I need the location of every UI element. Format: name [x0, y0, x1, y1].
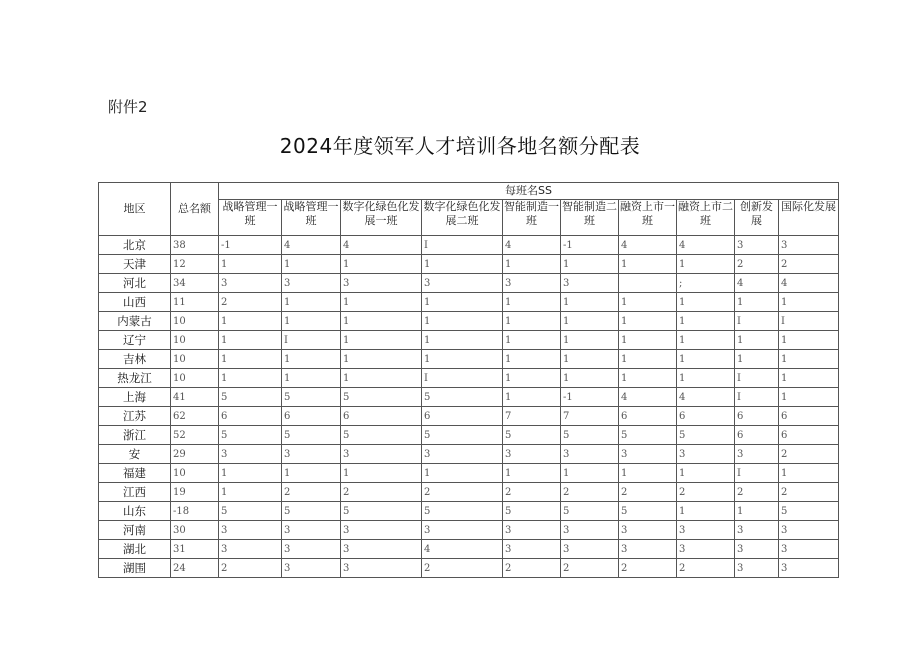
quota-cell: 1	[735, 293, 779, 312]
quota-cell: I	[422, 236, 503, 255]
quota-cell: 1	[779, 350, 839, 369]
quota-cell: 1	[341, 293, 422, 312]
quota-cell: 1	[503, 331, 561, 350]
region-cell: 江西	[99, 483, 171, 502]
region-cell: 河北	[99, 274, 171, 293]
quota-cell: I	[735, 312, 779, 331]
table-row	[99, 350, 839, 369]
region-cell: 天津	[99, 255, 171, 274]
quota-cell: 1	[341, 464, 422, 483]
quota-cell: 1	[503, 350, 561, 369]
quota-cell: 1	[677, 350, 735, 369]
quota-cell: 4	[619, 236, 677, 255]
quota-cell: 1	[219, 312, 282, 331]
quota-cell: 6	[341, 407, 422, 426]
attachment-label: 附件2	[108, 98, 148, 116]
quota-cell: 1	[619, 369, 677, 388]
quota-cell: 3	[735, 559, 779, 578]
class-header: 创新发展	[735, 200, 779, 236]
quota-cell: 1	[677, 464, 735, 483]
quota-cell: 1	[561, 350, 619, 369]
quota-cell: 2	[422, 559, 503, 578]
quota-cell: 3	[503, 540, 561, 559]
region-cell: 安	[99, 445, 171, 464]
quota-cell: 1	[677, 293, 735, 312]
table-row	[99, 407, 839, 426]
region-cell: 辽宁	[99, 331, 171, 350]
class-header: 智能制造二班	[561, 200, 619, 236]
quota-cell: I	[282, 331, 341, 350]
quota-cell: 1	[282, 464, 341, 483]
class-header: 战略管理一班	[219, 200, 282, 236]
quota-cell: 1	[422, 350, 503, 369]
quota-cell: 1	[219, 464, 282, 483]
quota-cell: 1	[677, 312, 735, 331]
quota-cell: 5	[619, 426, 677, 445]
quota-cell: 2	[561, 559, 619, 578]
class-header: 智能制造一班	[503, 200, 561, 236]
region-cell: 河南	[99, 521, 171, 540]
quota-cell: 1	[677, 331, 735, 350]
quota-cell: 1	[219, 369, 282, 388]
quota-cell: 1	[503, 369, 561, 388]
quota-cell: 1	[341, 255, 422, 274]
quota-cell: 1	[282, 255, 341, 274]
region-cell: 北京	[99, 236, 171, 255]
quota-cell: I	[422, 369, 503, 388]
quota-cell: 3	[503, 445, 561, 464]
quota-cell: 2	[503, 559, 561, 578]
quota-cell: 3	[561, 274, 619, 293]
quota-cell: 5	[282, 388, 341, 407]
quota-cell: 1	[779, 331, 839, 350]
quota-cell: 3	[619, 445, 677, 464]
quota-cell: 4	[282, 236, 341, 255]
quota-cell: 6	[779, 426, 839, 445]
quota-cell: 3	[561, 540, 619, 559]
quota-cell: 1	[341, 331, 422, 350]
quota-cell: 1	[422, 255, 503, 274]
table-row	[99, 521, 839, 540]
quota-cell: 2	[561, 483, 619, 502]
quota-cell: -1	[561, 388, 619, 407]
table-row	[99, 255, 839, 274]
quota-cell: 1	[619, 293, 677, 312]
quota-cell: 1	[779, 388, 839, 407]
quota-cell: 1	[503, 293, 561, 312]
quota-cell: 1	[282, 350, 341, 369]
total-column-header: 总名额	[171, 183, 219, 236]
quota-cell: 3	[282, 521, 341, 540]
region-cell: 上海	[99, 388, 171, 407]
quota-cell: 2	[677, 559, 735, 578]
quota-cell: 1	[735, 502, 779, 521]
quota-cell: 1	[341, 350, 422, 369]
quota-cell: 3	[282, 540, 341, 559]
total-cell: 10	[171, 312, 219, 331]
table-row	[99, 369, 839, 388]
total-cell: 31	[171, 540, 219, 559]
quota-cell: 1	[503, 312, 561, 331]
quota-cell	[619, 274, 677, 293]
quota-cell: 5	[779, 502, 839, 521]
quota-cell: 4	[341, 236, 422, 255]
quota-cell: 3	[735, 540, 779, 559]
quota-cell: 6	[422, 407, 503, 426]
page-title: 2024年度领军人才培训各地名额分配表	[279, 134, 641, 158]
quota-cell: 3	[735, 521, 779, 540]
table-row	[99, 236, 839, 255]
quota-cell: 5	[282, 502, 341, 521]
table-row	[99, 312, 839, 331]
quota-cell: 1	[619, 464, 677, 483]
quota-cell: 1	[561, 369, 619, 388]
table-row	[99, 388, 839, 407]
quota-cell: 2	[779, 255, 839, 274]
quota-cell: 3	[219, 540, 282, 559]
class-header: 战略管理一班	[282, 200, 341, 236]
quota-cell: 5	[503, 426, 561, 445]
quota-cell: 3	[779, 559, 839, 578]
table-row	[99, 274, 839, 293]
quota-cell: 3	[779, 521, 839, 540]
quota-cell: 1	[219, 483, 282, 502]
quota-cell: 5	[219, 388, 282, 407]
region-cell: 湖围	[99, 559, 171, 578]
class-header: 融资上市一班	[619, 200, 677, 236]
quota-cell: 1	[341, 312, 422, 331]
quota-cell: 6	[219, 407, 282, 426]
quota-cell: I	[735, 369, 779, 388]
quota-cell: 3	[341, 540, 422, 559]
quota-cell: 5	[561, 502, 619, 521]
quota-cell: 3	[619, 521, 677, 540]
class-header: 融资上市二班	[677, 200, 735, 236]
table-row	[99, 559, 839, 578]
quota-cell: 3	[779, 236, 839, 255]
quota-cell: -1	[219, 236, 282, 255]
quota-cell: I	[779, 312, 839, 331]
region-cell: 山东	[99, 502, 171, 521]
quota-cell: 1	[677, 502, 735, 521]
quota-cell: 4	[503, 236, 561, 255]
quota-cell: 3	[219, 521, 282, 540]
quota-cell: 2	[619, 559, 677, 578]
quota-cell: 1	[422, 293, 503, 312]
region-cell: 山西	[99, 293, 171, 312]
quota-cell: 5	[422, 388, 503, 407]
region-cell: 浙江	[99, 426, 171, 445]
quota-cell: 3	[561, 521, 619, 540]
quota-cell: 5	[422, 502, 503, 521]
table-row	[99, 293, 839, 312]
quota-cell: 3	[677, 521, 735, 540]
class-header: 数字化绿色化发展二班	[422, 200, 503, 236]
quota-cell: 3	[341, 521, 422, 540]
table-row	[99, 331, 839, 350]
table-body	[99, 236, 839, 578]
quota-cell: ;	[677, 274, 735, 293]
quota-cell: 5	[561, 426, 619, 445]
quota-cell: 2	[503, 483, 561, 502]
quota-cell: 3	[503, 274, 561, 293]
quota-cell: 6	[619, 407, 677, 426]
quota-cell: 1	[779, 293, 839, 312]
quota-cell: 1	[219, 331, 282, 350]
quota-cell: 1	[561, 293, 619, 312]
quota-cell: 1	[561, 255, 619, 274]
total-cell: 38	[171, 236, 219, 255]
quota-cell: 4	[619, 388, 677, 407]
quota-cell: 1	[561, 331, 619, 350]
quota-cell: 1	[422, 464, 503, 483]
quota-cell: 2	[219, 293, 282, 312]
quota-cell: 1	[503, 388, 561, 407]
quota-cell: 2	[735, 255, 779, 274]
quota-cell: 1	[282, 369, 341, 388]
quota-cell: 2	[282, 483, 341, 502]
quota-cell: 1	[561, 464, 619, 483]
total-cell: 29	[171, 445, 219, 464]
quota-cell: 3	[282, 445, 341, 464]
quota-cell: 5	[503, 502, 561, 521]
region-cell: 湖北	[99, 540, 171, 559]
region-cell: 福建	[99, 464, 171, 483]
quota-cell: 6	[735, 407, 779, 426]
total-cell: 10	[171, 464, 219, 483]
quota-cell: 3	[422, 445, 503, 464]
quota-cell: 6	[677, 407, 735, 426]
quota-cell: 5	[341, 502, 422, 521]
total-cell: 24	[171, 559, 219, 578]
quota-cell: 1	[779, 369, 839, 388]
quota-cell: 1	[677, 255, 735, 274]
quota-cell: 1	[779, 464, 839, 483]
quota-cell: 1	[341, 369, 422, 388]
quota-cell: 3	[341, 559, 422, 578]
class-group-header: 每班名SS	[219, 183, 839, 200]
region-cell: 热龙江	[99, 369, 171, 388]
quota-cell: 5	[619, 502, 677, 521]
quota-cell: 3	[341, 445, 422, 464]
quota-cell: 3	[219, 274, 282, 293]
quota-cell: 2	[341, 483, 422, 502]
quota-cell: 1	[422, 312, 503, 331]
table-row	[99, 445, 839, 464]
quota-cell: 2	[619, 483, 677, 502]
quota-cell: 5	[282, 426, 341, 445]
quota-cell: 3	[219, 445, 282, 464]
table-row	[99, 540, 839, 559]
quota-cell: 1	[282, 293, 341, 312]
quota-cell: 3	[282, 274, 341, 293]
quota-cell: 2	[735, 483, 779, 502]
class-header: 数字化绿色化发展一班	[341, 200, 422, 236]
quota-cell: 1	[282, 312, 341, 331]
total-cell: 11	[171, 293, 219, 312]
quota-cell: 2	[779, 445, 839, 464]
quota-cell: 4	[735, 274, 779, 293]
quota-cell: I	[735, 464, 779, 483]
quota-cell: 5	[341, 426, 422, 445]
quota-cell: 1	[219, 255, 282, 274]
quota-cell: I	[735, 388, 779, 407]
quota-cell: 1	[735, 350, 779, 369]
allocation-table	[98, 182, 839, 578]
region-column-header: 地区	[99, 183, 171, 236]
class-header: 国际化发展	[779, 200, 839, 236]
quota-cell: 5	[219, 502, 282, 521]
quota-cell: 1	[735, 331, 779, 350]
quota-cell: 4	[677, 388, 735, 407]
quota-cell: 3	[341, 274, 422, 293]
quota-cell: 3	[503, 521, 561, 540]
quota-cell: 2	[779, 483, 839, 502]
region-cell: 内蒙古	[99, 312, 171, 331]
quota-cell: 1	[619, 350, 677, 369]
total-cell: -18	[171, 502, 219, 521]
quota-cell: 1	[503, 255, 561, 274]
quota-cell: 3	[735, 445, 779, 464]
quota-cell: 3	[735, 236, 779, 255]
quota-cell: 4	[779, 274, 839, 293]
quota-cell: 3	[422, 521, 503, 540]
table-row	[99, 464, 839, 483]
quota-cell: 6	[282, 407, 341, 426]
quota-cell: 2	[422, 483, 503, 502]
quota-cell: 1	[619, 312, 677, 331]
table-row	[99, 426, 839, 445]
total-cell: 12	[171, 255, 219, 274]
total-cell: 10	[171, 350, 219, 369]
quota-cell: 1	[619, 255, 677, 274]
quota-cell: 6	[735, 426, 779, 445]
total-cell: 10	[171, 369, 219, 388]
total-cell: 62	[171, 407, 219, 426]
quota-cell: 7	[561, 407, 619, 426]
quota-cell: 1	[677, 369, 735, 388]
quota-cell: 6	[779, 407, 839, 426]
total-cell: 52	[171, 426, 219, 445]
quota-cell: 3	[561, 445, 619, 464]
quota-cell: 1	[619, 331, 677, 350]
quota-cell: 5	[422, 426, 503, 445]
total-cell: 41	[171, 388, 219, 407]
quota-cell: 3	[422, 274, 503, 293]
quota-cell: 3	[282, 559, 341, 578]
quota-cell: 1	[422, 331, 503, 350]
quota-cell: -1	[561, 236, 619, 255]
quota-cell: 2	[677, 483, 735, 502]
quota-cell: 3	[779, 540, 839, 559]
region-cell: 吉林	[99, 350, 171, 369]
region-cell: 江苏	[99, 407, 171, 426]
total-cell: 19	[171, 483, 219, 502]
quota-cell: 3	[677, 445, 735, 464]
quota-cell: 1	[219, 350, 282, 369]
quota-cell: 1	[503, 464, 561, 483]
table-row	[99, 483, 839, 502]
table-row	[99, 502, 839, 521]
quota-cell: 5	[219, 426, 282, 445]
quota-cell: 7	[503, 407, 561, 426]
total-cell: 34	[171, 274, 219, 293]
quota-cell: 4	[422, 540, 503, 559]
total-cell: 10	[171, 331, 219, 350]
quota-cell: 4	[677, 236, 735, 255]
quota-cell: 1	[561, 312, 619, 331]
quota-cell: 2	[219, 559, 282, 578]
total-cell: 30	[171, 521, 219, 540]
quota-cell: 5	[677, 426, 735, 445]
quota-cell: 3	[677, 540, 735, 559]
quota-cell: 5	[341, 388, 422, 407]
quota-cell: 3	[619, 540, 677, 559]
